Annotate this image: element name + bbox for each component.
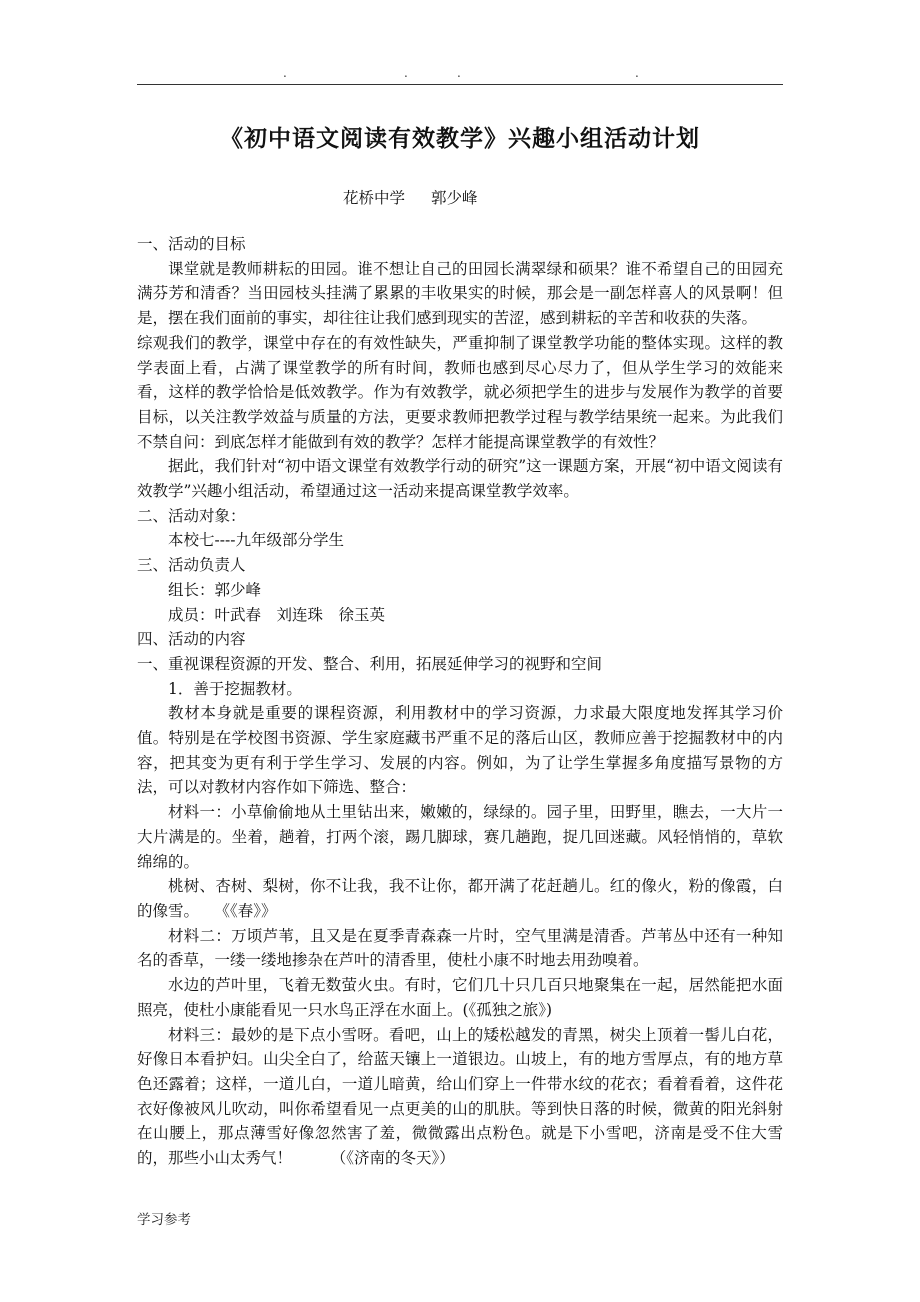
paragraph: 组长：郭少峰 (168, 580, 262, 599)
paragraph: 材料三：最妙的是下点小雪呀。看吧，山上的矮松越发的青黑，树尖上顶着一髻儿白花，好像日本看护妇。山尖全白了，给蓝天镶上一道银边。山坡上，有的地方雪厚点，有的地方草色还露着；这样，一道儿白，一道儿暗黄，给山们穿上一件带水纹的花衣；看着看着，这件花衣好像被风儿吹动，叫你希望看见一点更美的山的肌肤。等到快日落的时候，微黄的阳光斜射在山腰上，那点薄雪好像忽然害了羞，微微露出点粉色。就是下小雪吧，济南是受不住大雪的，那些小山太秀气！ （《济南的冬天》） (137, 1025, 783, 1168)
paragraph: 水边的芦叶里，飞着无数萤火虫。有时，它们几十只几百只地聚集在一起，居然能把水面照亮，使杜小康能看见一只水鸟正浮在水面上。(《孤独之旅》) (137, 976, 783, 1019)
heading-content: 四、活动的内容 (137, 630, 246, 649)
paragraph: 课堂就是教师耕耘的田园。谁不想让自己的田园长满翠绿和硕果？谁不希望自己的田园充满芬芳和清香？当田园枝头挂满了累累的丰收果实的时候，那会是一副怎样喜人的风景啊！但是，摆在我们面前的事实，却往往让我们感到现实的苦涩，感到耕耘的辛苦和收获的失落。 (137, 259, 783, 328)
school-name: 花桥中学 (343, 189, 406, 207)
footer-label: 学习参考 (137, 1212, 191, 1228)
header-dot: . (404, 66, 408, 80)
paragraph: 教材本身就是重要的课程资源，利用教材中的学习资源，力求最大限度地发挥其学习价值。特别是在学校图书资源、学生家庭藏书严重不足的落后山区，教师应善于挖掘教材中的内容，把其变为更有利于学生学习、发展的内容。例如，为了让学生掌握多角度描写景物的方法，可以对教材内容作如下筛选、整合： (137, 704, 783, 797)
document-body (137, 232, 783, 1171)
paragraph: 桃树、杏树、梨树，你不让我，我不让你，都开满了花赶趟儿。红的像火，粉的像霞，白的像雪。 《《春》》 (137, 877, 783, 920)
subheading: 1．善于挖掘教材。 (168, 679, 302, 698)
heading-objective: 一、活动的目标 (137, 235, 246, 253)
paragraph: 材料二：万顷芦苇，且又是在夏季青森森一片时，空气里满是清香。芦苇丛中还有一种知名的香草，一缕一缕地掺杂在芦叶的清香里，使杜小康不时地去用劲嗅着。 (137, 926, 783, 970)
byline (343, 186, 478, 208)
header-dot: . (635, 66, 639, 80)
header-dot: . (283, 66, 287, 80)
heading-audience: 二、活动对象： (137, 506, 246, 525)
header-dot: . (457, 66, 461, 80)
author-name: 郭少峰 (431, 189, 478, 207)
subheading: 一、重视课程资源的开发、整合、利用，拓展延伸学习的视野和空间 (137, 654, 603, 673)
paragraph: 本校七----九年级部分学生 (168, 531, 344, 550)
paragraph: 据此，我们针对“初中语文课堂有效教学行动的研究”这一课题方案，开展“初中语文阅读有效教学”兴趣小组活动，希望通过这一活动来提高课堂教学效率。 (137, 457, 783, 501)
header-rule (137, 84, 783, 85)
document-title: 《初中语文阅读有效教学》兴趣小组活动计划 (220, 125, 700, 152)
paragraph: 综观我们的教学，课堂中存在的有效性缺失，严重抑制了课堂教学功能的整体实现。这样的教学表面上看，占满了课堂教学的所有时间，教师也感到尽心尽力了，但从学生学习的效能来看，这样的教学恰恰是低效教学。作为有效教学，就必须把学生的进步与发展作为教学的首要目标，以关注教学效益与质量的方法，更要求教师把教学过程与教学结果统一起来。为此我们不禁自问：到底怎样才能做到有效的教学？怎样才能提高课堂教学的有效性？ (137, 333, 783, 451)
heading-leaders: 三、活动负责人 (137, 556, 246, 575)
paragraph: 材料一：小草偷偷地从土里钻出来，嫩嫩的，绿绿的。园子里，田野里，瞧去，一大片一大片满是的。坐着，趟着，打两个滚，踢几脚球，赛几趟跑，捉几回迷藏。风轻悄悄的，草软绵绵的。 (137, 803, 783, 871)
header-dots (137, 66, 783, 80)
paragraph: 成员：叶武春 刘连珠 徐玉英 (168, 605, 386, 624)
